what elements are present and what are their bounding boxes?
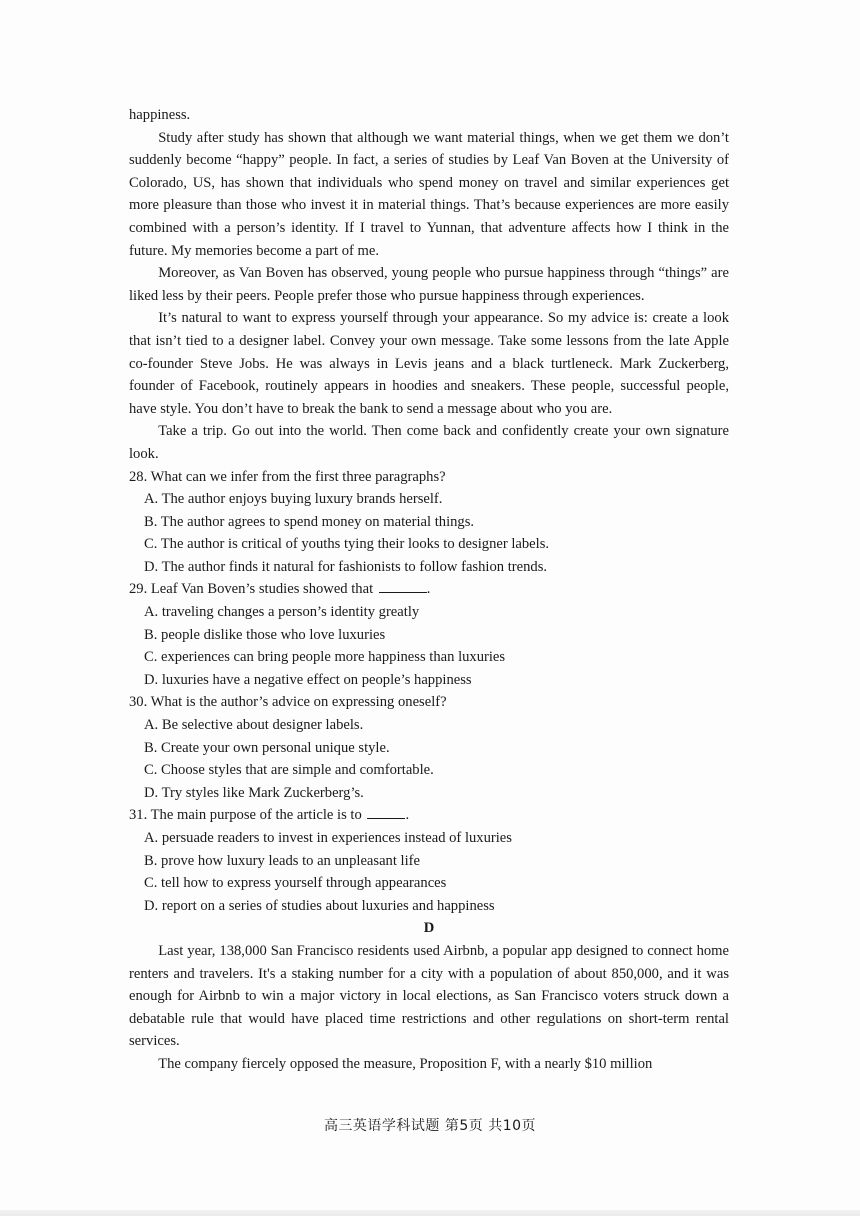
answer-option: B. Create your own personal unique style. [144,739,390,756]
answer-option: B. prove how luxury leads to an unpleasant life [144,852,420,869]
passage-c-paragraph: Take a trip. Go out into the world. Then come back and confidently create your own signature look. [129,423,729,462]
answer-blank [367,804,405,819]
answer-option: D. luxuries have a negative effect on people’s happiness [144,671,472,688]
question-stem-text: 29. Leaf Van Boven’s studies showed that [129,581,374,598]
question-28 [129,466,729,579]
passage-c-continuation: happiness. [129,107,191,123]
section-heading-d: D [423,920,435,937]
answer-option: B. The author agrees to spend money on material things. [144,513,475,530]
question-31 [129,804,729,917]
answer-option: C. experiences can bring people more happiness than luxuries [144,649,506,666]
passage-c-paragraph: Moreover, as Van Boven has observed, young people who pursue happiness through “things” are liked less by their peers. People prefer those who pursue happiness through experiences. [129,265,729,304]
question-stem: 28. What can we infer from the first three paragraphs? [129,468,446,485]
passage-d-paragraph: Last year, 138,000 San Francisco residents used Airbnb, a popular app designed to connect home renters and travelers. It's a staking number for a city with a population of about 850,000, and it was enough for Airbnb to win a major victory in local elections, as San Francisco voters struck down a debatable rule that would have placed time restrictions and other regulations on short-term rental services. [129,942,729,1050]
answer-option: D. report on a series of studies about luxuries and happiness [144,897,495,914]
answer-option: C. tell how to express yourself through appearances [144,875,447,892]
question-stem [129,578,729,601]
answer-option: B. people dislike those who love luxuries [144,626,386,643]
answer-option: A. traveling changes a person’s identity greatly [144,604,420,621]
page-content [129,104,729,1076]
answer-option: A. Be selective about designer labels. [144,717,364,734]
page-footer: 高三英语学科试题 第5页 共10页 [323,1118,537,1134]
answer-option: C. The author is critical of youths tying their looks to designer labels. [144,536,550,553]
answer-option: C. Choose styles that are simple and comfortable. [144,762,434,779]
answer-option: D. The author finds it natural for fashionists to follow fashion trends. [144,558,548,575]
question-29 [129,578,729,691]
question-stem [129,804,729,827]
answer-option: D. Try styles like Mark Zuckerberg’s. [144,784,364,801]
passage-c-paragraph: Study after study has shown that although we want material things, when we get them we don’t suddenly become “happy” people. In fact, a series of studies by Leaf Van Boven at the University of Colorado, US, has shown that individuals who spend money on travel and similar experiences get more pleasure than those who invest it in material things. That’s because experiences are more easily combined with a person’s identity. If I travel to Yunnan, that adventure affects how I think in the future. My memories become a part of me. [129,129,729,259]
question-stem: 30. What is the author’s advice on expressing oneself? [129,694,447,711]
passage-d-paragraph: The company fiercely opposed the measure, Proposition F, with a nearly $10 million [158,1055,653,1072]
answer-option: A. The author enjoys buying luxury brands herself. [144,491,443,508]
passage-c-paragraph: It’s natural to want to express yourself through your appearance. So my advice is: create a look that isn’t tied to a designer label. Convey your own message. Take some lessons from the late Apple co-founder Steve Jobs. He was always in Levis jeans and a black turtleneck. Mark Zuckerberg, founder of Facebook, routinely appears in hoodies and sneakers. These people, successful people, have style. You don’t have to break the bank to send a message about who you are. [129,310,729,417]
scan-edge [0,1210,860,1216]
question-30 [129,691,729,804]
question-stem-end: . [426,581,431,598]
answer-option: A. persuade readers to invest in experiences instead of luxuries [144,830,512,846]
question-stem-text: 31. The main purpose of the article is to [129,807,362,824]
question-stem-end: . [405,807,410,824]
answer-blank [379,578,427,593]
